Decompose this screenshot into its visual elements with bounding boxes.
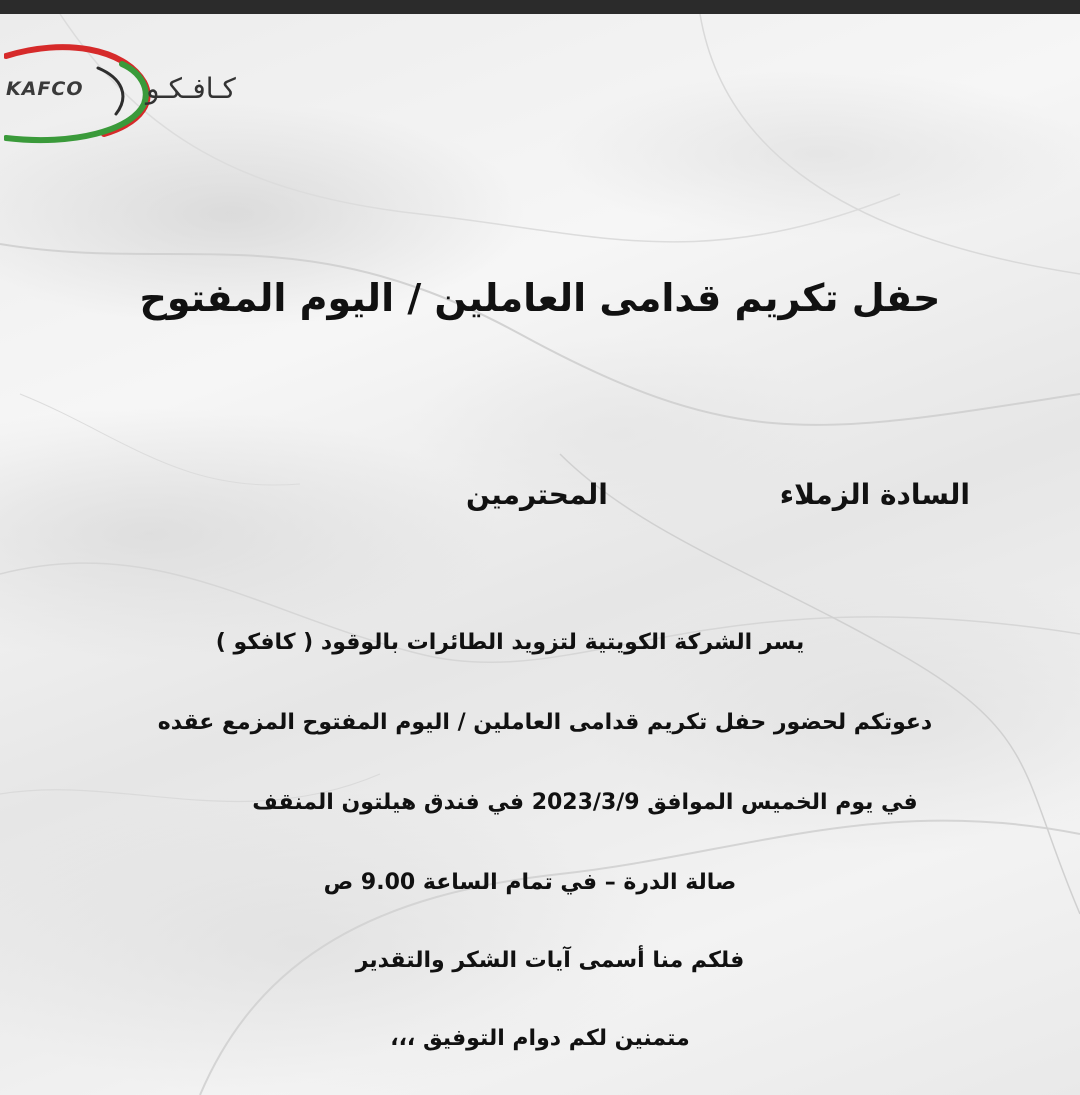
body-line-3: في يوم الخميس الموافق 2023/3/9 في فندق هيلتون المنقف [252,790,918,815]
addressee: السادة الزملاء [779,478,970,511]
body-line-2: دعوتكم لحضور حفل تكريم قدامى العاملين / اليوم المفتوح المزمع عقده [157,710,933,735]
invitation-title: حفل تكريم قدامى العاملين / اليوم المفتوح [139,276,941,320]
body-line-4: صالة الدرة – في تمام الساعة 9.00 ص [323,870,737,895]
logo-arabic-text: كـافـكـو [146,72,236,105]
body-line-1: يسر الشركة الكويتية لتزويد الطائرات بالوقود ( كافكو ) [215,630,805,655]
logo-latin-text: KAFCO [6,78,84,100]
body-line-6: متمنين لكم دوام التوفيق ،،، [390,1026,690,1051]
body-line-5: فلكم منا أسمى آيات الشكر والتقدير [355,948,745,973]
honorific: المحترمين [466,478,608,511]
invitation-page [0,14,1080,1095]
marble-background [0,14,1080,1095]
